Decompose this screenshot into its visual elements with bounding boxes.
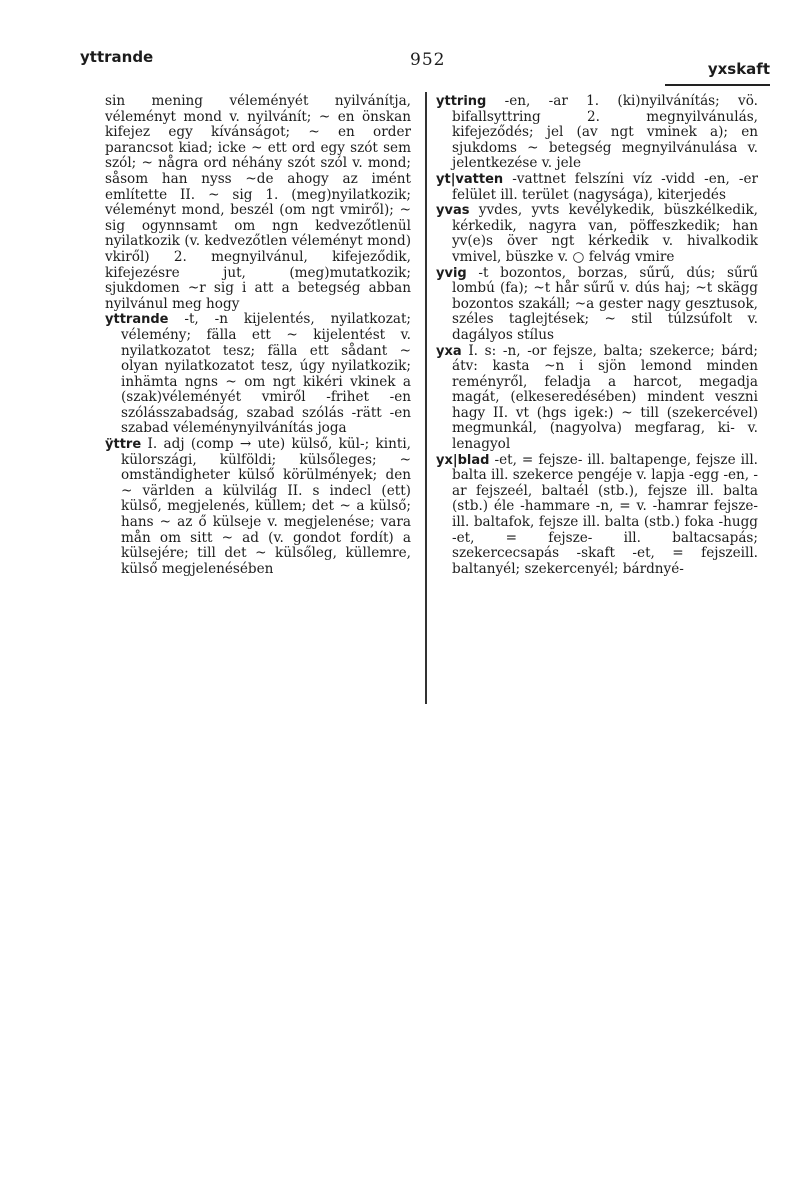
- left-guideword: yttrande: [80, 48, 154, 66]
- dictionary-entry: [436, 203, 758, 265]
- entry-text: -et, = fejsze- ill. baltapenge, fejsze ill. balta ill. szekerce pengéje v. lapja -egg -en, -ar fejszeél, baltaél (stb.), fejsze ill. balta (stb.) éle -hammare -n, = v. -hamrar fejsze- ill. baltafok, fejsze ill. balta (stb.) foka -hugg -et, = fejsze- ill. baltacsapás; szekercecsapás -skaft -et, = fejszeill. baltanyél; szekercenyél; bárdnyé-: [452, 451, 758, 577]
- entry-text: -vattnet felszíni víz -vidd -en, -er felület ill. terület (nagysága), kiterjedés: [452, 170, 758, 203]
- dictionary-entry: [105, 312, 411, 437]
- entry-text: yvdes, yvts kevélykedik, büszkélkedik, kérkedik, nagyra van, pöffeszkedik; han yv(e)s över ngt kérkedik v. hivalkodik vmivel, büszke v. ○ felvág vmire: [452, 202, 758, 265]
- entry-text: -en, -ar 1. (ki)nyilvánítás; vö. bifallsyttring 2. megnyilvánulás, kifejeződés; jel (av ngt vminek a); en sjukdoms ~ betegség megnyilvánulása v. jelentkezése v. jele: [452, 93, 758, 172]
- entry-text: sin mening véleményét nyilvánítja, véleményt mond v. nyilvánít; ~ en önskan kifejez egy kívánságot; ~ en order parancsot kiad; icke ~ ett ord egy szót sem szól; ~ några ord néhány szót szól v. mond; såsom han nyss ~de ahogy az imént említette II. ~ sig 1. (meg)nyilatkozik; véleményt mond, beszél (om ngt vmiről); ~ sig ogynnsamt om ngn kedvezőtlenül nyilatkozik (v. kedvezőtlen véleményt mond) vkiről) 2. megnyilvánul, kifejeződik, kifejezésre jut, (meg)mutatkozik; sjukdomen ~r sig i att a betegség abban nyilvánul meg hogy: [105, 93, 411, 312]
- entry-headword: ÿttre: [105, 437, 142, 453]
- right-column: [436, 94, 758, 577]
- entry-headword: yt|vatten: [436, 171, 504, 187]
- entry-headword: yttrande: [105, 312, 169, 328]
- dictionary-entry: [436, 344, 758, 453]
- entry-text: I. adj (comp → ute) külső, kül-; kinti, külországi, külföldi; külsőleges; ~ omständigheter külső körülmények; den ~ världen a külvilág II. s indecl (ett) külső, megjelenés, küllem; det ~ a külső; hans ~ az ő külseje v. megjelenése; vara mån om sitt ~ ad (v. gondot fordít) a külsejére; till det ~ külsőleg, küllemre, külső megjelenésében: [121, 436, 411, 577]
- header-rule: [665, 84, 770, 86]
- entry-headword: yxa: [436, 343, 462, 359]
- entry-text: -t bozontos, borzas, sűrű, dús; sűrű lombú (fa); ~t hår sűrű v. dús haj; ~t skägg bozontos szakáll; ~a gester nagy gesztusok, széles taglejtések; ~ stil túlzsúfolt v. dagályos stílus: [452, 264, 759, 343]
- dictionary-entry: [436, 94, 758, 172]
- dictionary-entry-continuation: [105, 94, 411, 312]
- dictionary-entry: [105, 437, 411, 577]
- entry-headword: yvas: [436, 203, 470, 219]
- page-number: 952: [410, 50, 446, 70]
- entry-headword: yvig: [436, 265, 467, 281]
- entry-text: I. s: -n, -or fejsze, balta; szekerce; bárd; átv: kasta ~n i sjön lemond minden reményről, feladja a harcot, megadja magát, (elkeseredésében) mindent veszni hagy II. vt (hgs igek:) ~ till (szekercével) megmunkál, (nagyolva) megfarag, ki- v. lenagyol: [452, 342, 758, 453]
- dictionary-entry: [436, 172, 758, 203]
- column-divider: [425, 92, 427, 704]
- entry-text: -t, -n kijelentés, nyilatkozat; vélemény; fälla ett ~ kijelentést v. nyilatkozatot tesz; fälla ett sådant ~ olyan nyilatkozatot tesz, úgy nyilatkozik; inhämta ngns ~ om ngt kikéri vkinek a (szak)véleményét vmiről -frihet -en szólásszabadság, szabad szólás -rätt -en szabad véleménynyilvánítás joga: [121, 311, 411, 437]
- right-guideword: yxskaft: [707, 60, 770, 78]
- dictionary-entry: [436, 266, 758, 344]
- dictionary-entry: [436, 453, 758, 578]
- left-column: [105, 94, 411, 577]
- page-header: [80, 48, 770, 78]
- entry-headword: yx|blad: [436, 452, 490, 468]
- entry-headword: yttring: [436, 94, 487, 109]
